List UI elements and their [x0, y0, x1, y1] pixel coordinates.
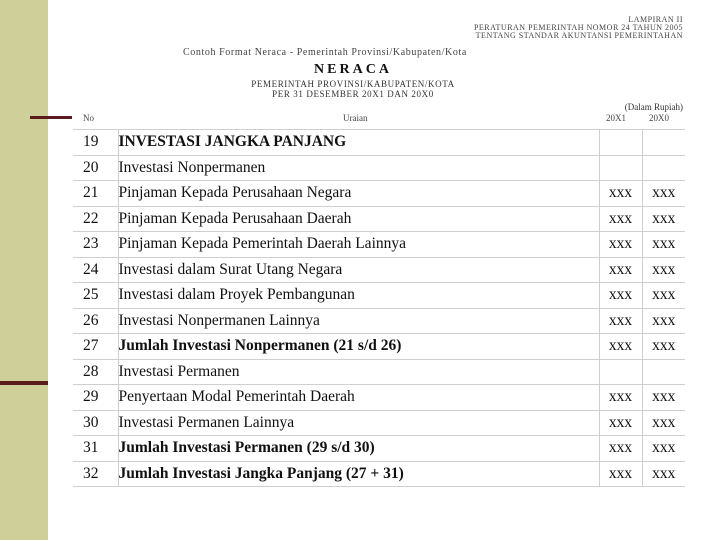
table-row: [73, 436, 685, 462]
row-number: 31: [73, 436, 118, 462]
table-row: [73, 461, 685, 487]
table-row: [73, 385, 685, 411]
value-year1: xxx: [599, 461, 642, 487]
row-label: Jumlah Investasi Nonpermanen (21 s/d 26): [118, 334, 599, 360]
row-label: INVESTASI JANGKA PANJANG: [118, 130, 599, 156]
value-year2: xxx: [642, 436, 685, 462]
value-year2: [642, 155, 685, 181]
table-row: [73, 257, 685, 283]
value-year1: [599, 155, 642, 181]
value-year1: xxx: [599, 308, 642, 334]
value-year2: xxx: [642, 410, 685, 436]
row-number: 27: [73, 334, 118, 360]
column-header-uraian: Uraian: [343, 113, 368, 123]
left-decorative-stripe: [0, 0, 48, 540]
row-label: Jumlah Investasi Permanen (29 s/d 30): [118, 436, 599, 462]
currency-unit-note: (Dalam Rupiah): [624, 102, 683, 112]
table-row: [73, 308, 685, 334]
value-year1: xxx: [599, 181, 642, 207]
value-year2: xxx: [642, 257, 685, 283]
row-label: Pinjaman Kepada Perusahaan Daerah: [118, 206, 599, 232]
row-label: Pinjaman Kepada Perusahaan Negara: [118, 181, 599, 207]
value-year2: [642, 130, 685, 156]
decorative-bar-top: [30, 116, 72, 119]
value-year1: xxx: [599, 436, 642, 462]
table-row: [73, 206, 685, 232]
row-number: 32: [73, 461, 118, 487]
row-number: 24: [73, 257, 118, 283]
table-row: [73, 181, 685, 207]
header-line-1: LAMPIRAN II: [628, 15, 683, 24]
row-number: 19: [73, 130, 118, 156]
value-year1: xxx: [599, 385, 642, 411]
row-number: 25: [73, 283, 118, 309]
row-label: Pinjaman Kepada Pemerintah Daerah Lainnya: [118, 232, 599, 258]
value-year2: xxx: [642, 206, 685, 232]
balance-sheet-table: [73, 129, 685, 487]
row-number: 21: [73, 181, 118, 207]
decorative-bar-bottom: [0, 381, 48, 385]
value-year1: [599, 359, 642, 385]
row-number: 30: [73, 410, 118, 436]
header-line-3: TENTANG STANDAR AKUNTANSI PEMERINTAHAN: [475, 31, 683, 40]
column-header-year2: 20X0: [649, 113, 669, 123]
row-number: 23: [73, 232, 118, 258]
value-year1: [599, 130, 642, 156]
value-year1: xxx: [599, 257, 642, 283]
value-year2: xxx: [642, 232, 685, 258]
row-label: Jumlah Investasi Jangka Panjang (27 + 31): [118, 461, 599, 487]
value-year1: xxx: [599, 206, 642, 232]
row-label: Investasi Nonpermanen: [118, 155, 599, 181]
row-label: Penyertaan Modal Pemerintah Daerah: [118, 385, 599, 411]
value-year1: xxx: [599, 410, 642, 436]
value-year2: xxx: [642, 308, 685, 334]
row-number: 28: [73, 359, 118, 385]
value-year1: xxx: [599, 232, 642, 258]
value-year2: xxx: [642, 461, 685, 487]
report-title: NERACA: [314, 62, 392, 77]
value-year2: xxx: [642, 334, 685, 360]
column-header-no: No: [83, 113, 94, 123]
table-row: [73, 334, 685, 360]
value-year2: xxx: [642, 181, 685, 207]
row-number: 20: [73, 155, 118, 181]
value-year2: [642, 359, 685, 385]
column-header-year1: 20X1: [606, 113, 626, 123]
table-row: [73, 410, 685, 436]
value-year1: xxx: [599, 283, 642, 309]
table-row: [73, 359, 685, 385]
row-number: 26: [73, 308, 118, 334]
table-row: [73, 130, 685, 156]
row-number: 22: [73, 206, 118, 232]
table-row: [73, 155, 685, 181]
value-year2: xxx: [642, 283, 685, 309]
table-row: [73, 283, 685, 309]
report-subtitle-entity: PEMERINTAH PROVINSI/KABUPATEN/KOTA: [251, 79, 455, 89]
row-number: 29: [73, 385, 118, 411]
table-row: [73, 232, 685, 258]
row-label: Investasi Permanen Lainnya: [118, 410, 599, 436]
document-page: [73, 16, 685, 484]
value-year2: xxx: [642, 385, 685, 411]
value-year1: xxx: [599, 334, 642, 360]
header-line-2: PERATURAN PEMERINTAH NOMOR 24 TAHUN 2005: [473, 23, 683, 32]
format-title: Contoh Format Neraca - Pemerintah Provinsi/Kabupaten/Kota: [183, 47, 467, 58]
report-subtitle-period: PER 31 DESEMBER 20X1 DAN 20X0: [272, 89, 434, 99]
row-label: Investasi Permanen: [118, 359, 599, 385]
regulation-header: [474, 16, 683, 40]
row-label: Investasi dalam Proyek Pembangunan: [118, 283, 599, 309]
row-label: Investasi Nonpermanen Lainnya: [118, 308, 599, 334]
table-header: [73, 112, 685, 125]
row-label: Investasi dalam Surat Utang Negara: [118, 257, 599, 283]
